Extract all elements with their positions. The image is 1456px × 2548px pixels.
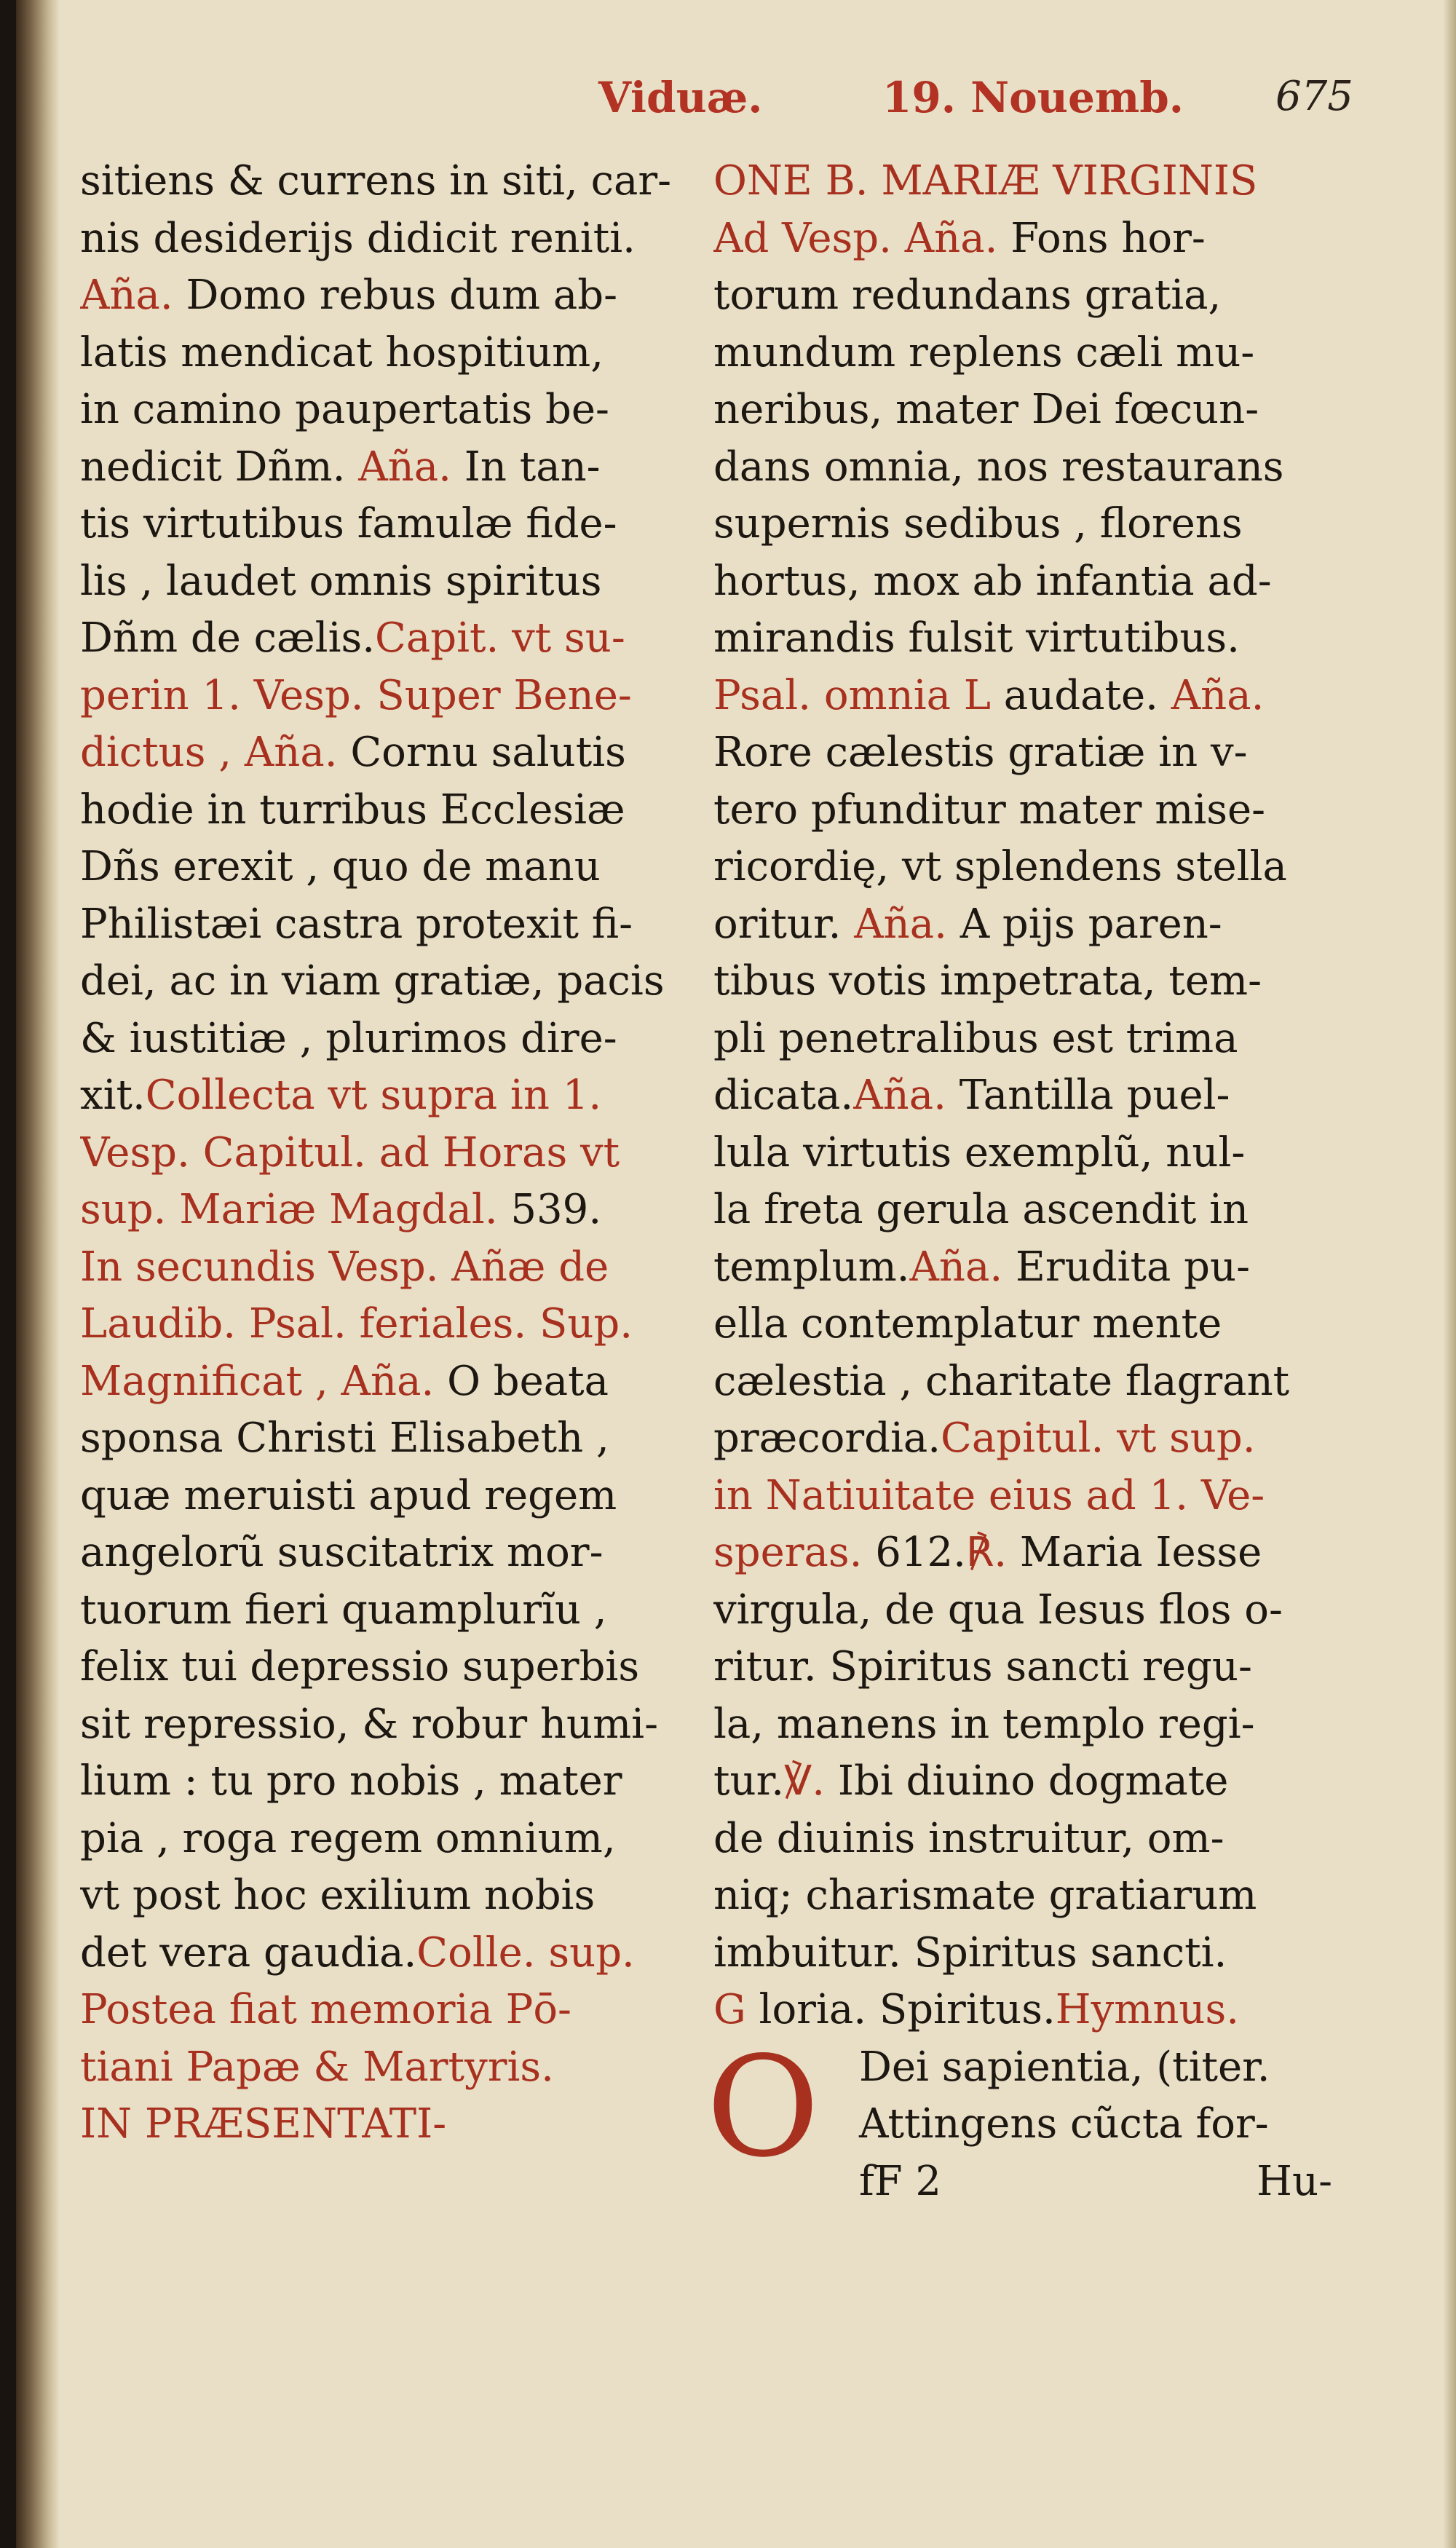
right-line [713, 839, 1354, 896]
right-line [713, 1182, 1354, 1239]
right-line [713, 1696, 1354, 1754]
body-text: felix tui depressio superbis [80, 1643, 640, 1690]
right-line [713, 496, 1354, 553]
body-text: det vera gaudia. [80, 1928, 417, 1977]
rubric-text: dictus , Aña. [80, 729, 338, 776]
left-line [80, 839, 684, 896]
rubric-text: Collecta vt supra in 1. [145, 1072, 602, 1119]
right-line [713, 1125, 1354, 1182]
left-line [80, 1239, 684, 1297]
body-text: tuorum fieri quamplurĩu , [80, 1586, 607, 1634]
rubric-text: tiani Papæ & Martyris. [80, 2043, 554, 2091]
body-text: loria. Spiritus. [745, 1986, 1056, 2033]
body-text: angelorũ suscitatrix mor- [80, 1529, 604, 1576]
rubric-text: Psal. omnia L [713, 671, 991, 719]
body-text: ricordię, vt splendens stella [713, 843, 1287, 890]
body-text: pia , roga regem omnium, [80, 1814, 616, 1862]
body-text: Cornu salutis [337, 729, 626, 776]
rubric-text: Aña. [841, 900, 947, 948]
body-text: & iustitiæ , plurimos dire- [80, 1014, 617, 1062]
body-text: tur. [713, 1757, 784, 1805]
left-line [80, 325, 684, 382]
left-line [80, 496, 684, 553]
left-line [80, 724, 684, 782]
right-line [713, 896, 1354, 954]
body-text: niq; charismate gratiarum [713, 1872, 1257, 1919]
right-line [713, 325, 1354, 382]
drop-cap-initial: O [706, 2026, 820, 2188]
rubric-text: ONE B. MARIÆ VIRGINIS [713, 157, 1258, 205]
left-line [80, 610, 684, 668]
left-line [80, 1410, 684, 1468]
rubric-text: ℣. [784, 1757, 826, 1805]
body-text: tero pfunditur mater mise- [713, 786, 1266, 834]
rubric-text: Magnificat , Aña. [80, 1357, 435, 1405]
left-line [80, 1182, 684, 1239]
body-text: virgula, de qua Iesus flos o- [713, 1586, 1283, 1634]
body-text: 612. [862, 1529, 966, 1576]
body-text: ritur. Spiritus sancti regu- [713, 1643, 1252, 1690]
body-text: quæ meruisti apud regem [80, 1471, 617, 1519]
left-text-column [80, 153, 684, 2153]
left-line [80, 381, 684, 439]
left-line [80, 1296, 684, 1353]
right-line [713, 381, 1354, 439]
body-text: Maria Iesse [1007, 1529, 1262, 1576]
left-line [80, 1867, 684, 1925]
body-text: mirandis fulsit virtutibus. [713, 614, 1240, 662]
left-line [80, 1696, 684, 1754]
body-text: sitiens & currens in siti, car- [80, 157, 672, 205]
body-text: latis mendicat hospitium, [80, 328, 604, 376]
right-line [713, 553, 1354, 611]
body-text: dans omnia, nos restaurans [713, 443, 1284, 491]
body-text: tibus votis impetrata, tem- [713, 957, 1262, 1005]
body-text: lula virtutis exemplũ, nul- [713, 1128, 1246, 1176]
left-line [80, 668, 684, 725]
body-text: vt post hoc exilium nobis [80, 1872, 596, 1919]
rubric-text: Ad Vesp. Aña. [713, 214, 998, 262]
body-text: pli penetralibus est trima [713, 1014, 1238, 1062]
body-text: præcordia. [713, 1415, 941, 1462]
rubric-text: sup. Mariæ Magdal. [80, 1186, 498, 1233]
body-text: dei, ac in viam gratiæ, pacis [80, 957, 665, 1005]
body-text: torum redundans gratia, [713, 272, 1222, 319]
body-text: neribus, mater Dei fœcun- [713, 386, 1259, 433]
rubric-text: perin 1. Vesp. Super Bene- [80, 671, 632, 719]
left-line [80, 1639, 684, 1696]
right-line [713, 1067, 1354, 1125]
rubric-text: IN PRÆSENTATI- [80, 2100, 447, 2148]
body-text: xit. [80, 1072, 146, 1119]
body-text: nis desiderijs didicit reniti. [80, 214, 636, 262]
left-line [80, 1925, 684, 1982]
right-line [713, 1639, 1354, 1696]
page-number: 675 [1275, 73, 1353, 120]
body-text: cælestia , charitate flagrant [713, 1357, 1290, 1405]
hymn-line-2: Attingens cũcta for- [859, 2100, 1269, 2148]
rubric-text: Aña. [358, 443, 451, 491]
body-text: lium : tu pro nobis , mater [80, 1757, 622, 1805]
right-text-column [706, 153, 1354, 2210]
body-text: ella contemplatur mente [713, 1300, 1222, 1348]
left-line [80, 1524, 684, 1582]
left-line [80, 1982, 684, 2039]
rubric-text: Aña. [80, 272, 173, 319]
right-line [713, 1410, 1354, 1468]
right-line [713, 724, 1354, 782]
left-line [80, 1811, 684, 1868]
body-text: Dñm de cælis. [80, 614, 376, 662]
body-text: templum. [713, 1243, 910, 1291]
body-text: O beata [434, 1357, 609, 1405]
rubric-text: G [713, 1986, 746, 2033]
right-line [713, 1296, 1354, 1353]
body-text: Philistæi castra protexit fi- [80, 900, 633, 948]
body-text: Dñs erexit , quo de manu [80, 843, 601, 890]
right-line [713, 1010, 1354, 1068]
right-line [713, 153, 1354, 210]
left-line [80, 553, 684, 611]
body-text: In tan- [451, 443, 601, 491]
right-line [713, 610, 1354, 668]
body-text: oritur. [713, 900, 842, 948]
left-line [80, 1010, 684, 1068]
rubric-text: Colle. sup. [416, 1928, 635, 1977]
right-line [713, 1353, 1354, 1411]
left-line [80, 896, 684, 954]
body-text: nedicit Dñm. [80, 443, 359, 491]
left-line [80, 1753, 684, 1811]
body-text: Rore cælestis gratiæ in v- [713, 729, 1248, 776]
body-text: la freta gerula ascendit in [713, 1186, 1249, 1233]
body-text: hortus, mox ab infantia ad- [713, 557, 1272, 605]
rubric-text: Laudib. Psal. feriales. Sup. [80, 1300, 633, 1348]
body-text: Tantilla puel- [946, 1072, 1230, 1119]
body-text: 539. [497, 1186, 602, 1233]
right-line [713, 439, 1354, 496]
body-text: supernis sedibus , florens [713, 500, 1243, 547]
rubric-text: speras. [713, 1529, 863, 1576]
body-text: Fons hor- [997, 214, 1206, 262]
left-line [80, 782, 684, 839]
book-page [16, 0, 1456, 2548]
right-line [713, 1582, 1354, 1639]
left-line [80, 2039, 684, 2097]
catchword: Hu- [1257, 2157, 1332, 2205]
rubric-text: Capitul. vt sup. [941, 1415, 1256, 1462]
left-line [80, 153, 684, 210]
body-text: sit repressio, & robur humi- [80, 1700, 659, 1748]
body-text: A pijs paren- [946, 900, 1222, 948]
left-line [80, 1353, 684, 1411]
body-text: lis , laudet omnis spiritus [80, 557, 602, 605]
right-line [713, 1524, 1354, 1582]
hymn-line-1: Dei sapientia, (titer. [859, 2043, 1270, 2091]
rubric-text: Aña. [909, 1243, 1003, 1291]
signature-mark: fF 2 [859, 2157, 942, 2205]
rubric-text: Aña. [1158, 671, 1265, 719]
left-line [80, 953, 684, 1010]
running-head-date: 19. Nouemb. [882, 73, 1184, 122]
rubric-text: ℟. [965, 1529, 1008, 1576]
body-text: in camino paupertatis be- [80, 386, 609, 433]
right-line [713, 953, 1354, 1010]
body-text: sponsa Christi Elisabeth , [80, 1415, 609, 1462]
page-edge [1443, 0, 1456, 2548]
left-line [80, 1067, 684, 1125]
body-text: imbuitur. Spiritus sancti. [713, 1928, 1227, 1977]
rubric-text: Aña. [853, 1072, 946, 1119]
right-line [713, 210, 1354, 268]
right-line [713, 267, 1354, 325]
body-text: mundum replens cæli mu- [713, 328, 1255, 376]
right-line [713, 668, 1354, 725]
left-line [80, 439, 684, 496]
left-line [80, 2096, 684, 2153]
left-line [80, 1125, 684, 1182]
body-text: hodie in turribus Ecclesiæ [80, 786, 625, 834]
body-text: tis virtutibus famulæ fide- [80, 500, 617, 547]
rubric-text: Hymnus. [1055, 1986, 1239, 2033]
running-head-title: Viduæ. [598, 73, 763, 122]
body-text: Domo rebus dum ab- [173, 272, 618, 319]
left-line [80, 1582, 684, 1639]
left-line [80, 267, 684, 325]
right-line [713, 1753, 1354, 1811]
right-line [713, 1468, 1354, 1525]
right-line [713, 782, 1354, 839]
body-text: Ibi diuino dogmate [825, 1757, 1229, 1805]
body-text: Erudita pu- [1002, 1243, 1250, 1291]
hymn-block [706, 2026, 1354, 2211]
body-text: la, manens in templo regi- [713, 1700, 1255, 1748]
right-line [713, 1867, 1354, 1925]
rubric-text: Capit. vt su- [375, 614, 625, 662]
body-text: dicata. [713, 1072, 854, 1119]
rubric-text: Vesp. Capitul. ad Horas vt [80, 1128, 620, 1176]
body-text: audate. [990, 671, 1158, 719]
body-text: de diuinis instruitur, om- [713, 1814, 1224, 1862]
book-binding [16, 0, 60, 2548]
rubric-text: In secundis Vesp. Añæ de [80, 1243, 609, 1291]
right-line [713, 1925, 1354, 1982]
right-line [713, 1811, 1354, 1868]
rubric-text: in Natiuitate eius ad 1. Ve- [713, 1471, 1265, 1519]
left-line [80, 1468, 684, 1525]
right-line [713, 1239, 1354, 1297]
left-line [80, 210, 684, 268]
rubric-text: Postea fiat memoria Pō- [80, 1986, 571, 2033]
